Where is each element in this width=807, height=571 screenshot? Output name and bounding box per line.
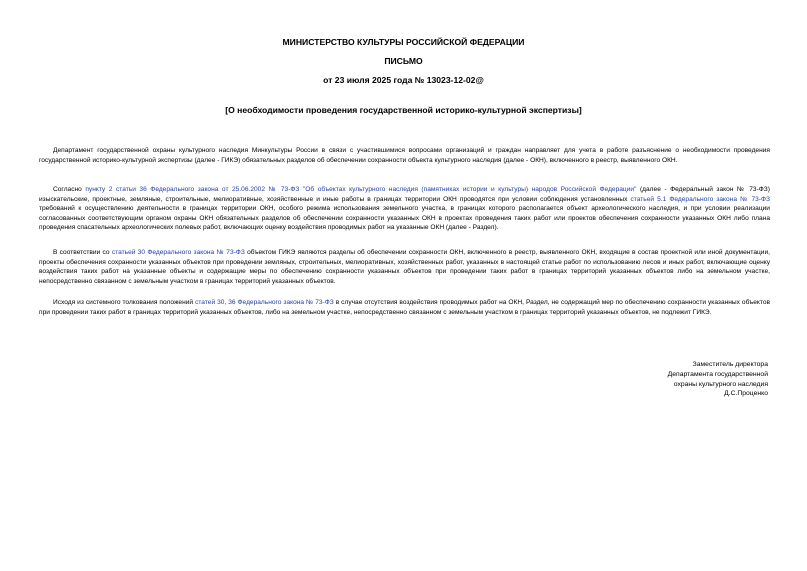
law-5-1-link[interactable]: статьей 5.1 Федерального закона № 73-ФЗ <box>630 195 770 203</box>
paragraph-4-text-1: Исходя из системного толкования положений <box>53 299 196 306</box>
paragraph-3-text-1: В соответствии со <box>53 249 112 256</box>
document-subject: [О необходимости проведения государственной историко-культурной экспертизы] <box>225 105 582 115</box>
law-36-link[interactable]: пункту 2 статьи 36 Федерального закона от 25.06.2002 № 73-ФЗ "Об объектах культурного наследия (памятниках истории и культуры) народов Российской Федерации" <box>85 186 637 193</box>
paragraph-2 <box>39 185 770 233</box>
law-30-link[interactable]: статьей 30 Федерального закона № 73-ФЗ <box>111 249 245 256</box>
paragraph-3 <box>39 248 770 286</box>
paragraph-1-text: Департамент государственной охраны культурного наследия Минкультуры России в связи с участившимися вопросами организаций и граждан направляет для учета в работе разъяснение о необходимости проведения государственной историко-культурной экспертизы (далее - ГИКЭ) обязательных разделов об обеспечении сохранности объекта культурного наследия (далее - ОКН), включенного в реестр, выявленного ОКН. <box>39 147 770 164</box>
document-date-number: от 23 июля 2025 года № 13023-12-02@ <box>323 75 484 85</box>
paragraph-1 <box>39 146 770 165</box>
signature-department-2: охраны культурного наследия <box>673 380 768 388</box>
document-type: ПИСЬМО <box>384 56 423 66</box>
paragraph-2-text-3: требований к осуществлению деятельности в границах территории ОКН, особого режима использования земельного участка, в границах которого располагается объект археологического наследия, и при условии реализации согласованных соответствующим органом охраны ОКН обязательных разделов об обеспечении сохранности указанных ОКН в проектах проведения таких работ или проектов обеспечения сохранности указанных ОКН либо плана проведения спасательных археологических полевых работ, включающих оценку воздействия проводимых работ на указанные ОКН (далее - Раздел). <box>39 205 770 232</box>
signature-position: Заместитель директора <box>692 361 768 368</box>
paragraph-2-text-2: (далее - Федеральный закон № 73-ФЗ) изыскательские, проектные, земляные, строительные, мелиоративные, хозяйственные и иные работы в границах территории ОКН проводятся при условии соблюдения установленных <box>39 186 770 203</box>
signature-name: Д.С.Проценко <box>724 390 768 398</box>
signature-block <box>560 360 768 399</box>
paragraph-4 <box>39 298 770 317</box>
paragraph-4-text-2: в случае отсутствия воздействия проводимых работ на ОКН, Раздел, не содержащий мер по обеспечению сохранности указанных объектов при проведении таких работ в границах территорий указанных объектов, либо на земельном участке, непосредственно связанном с земельным участком в границах территорий указанных объектов, не подлежит ГИКЭ. <box>39 299 770 316</box>
ministry-title: МИНИСТЕРСТВО КУЛЬТУРЫ РОССИЙСКОЙ ФЕДЕРАЦИИ <box>282 37 525 47</box>
law-30-36-link[interactable]: статей 30, 36 Федерального закона № 73-ФЗ <box>195 299 334 306</box>
paragraph-3-text-2: объектом ГИКЭ являются разделы об обеспечении сохранности ОКН, включенного в реестр, выявленного ОКН, входящие в состав проектной или иной документации, проекты обеспечения сохранности указанных объектов при проведении земляных, строительных, мелиоративных, хозяйственных работ, указанных в настоящей статье работ по использованию лесов и иных работ, включающие оценку воздействия таких работ на указанные объекты и содержащие меры по обеспечению сохранности указанных объектов при проведении таких работ в границах территорий указанных объектов либо на земельном участке, непосредственно связанном с земельным участком в границах территорий указанных объектов. <box>39 249 770 285</box>
signature-department: Департамента государственной <box>667 370 768 378</box>
paragraph-2-text-1: Согласно <box>53 186 86 193</box>
